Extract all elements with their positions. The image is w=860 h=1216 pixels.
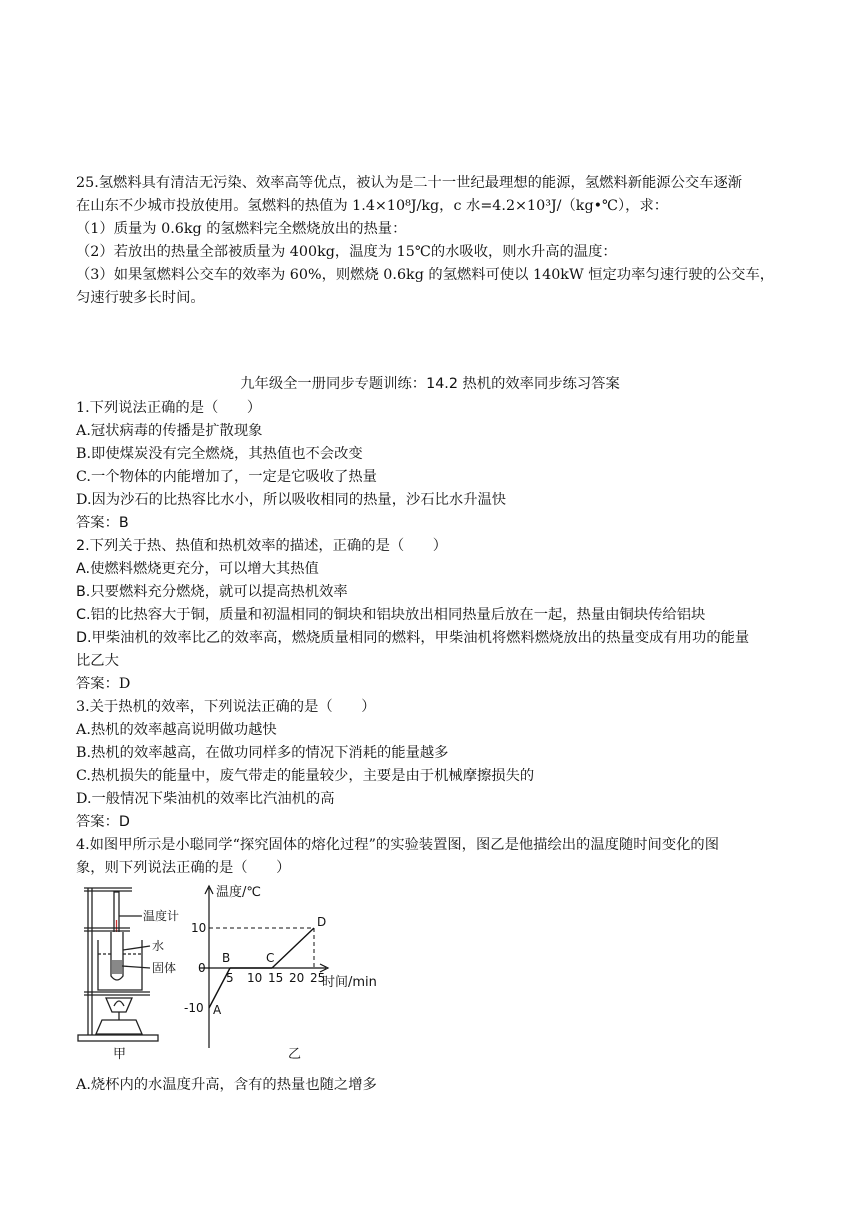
q25-sub-1: （1）质量为 0.6kg 的氢燃料完全燃烧放出的热量： <box>76 221 407 237</box>
q3-option-c: C.热机损失的能量中，废气带走的能量较少，主要是由于机械摩擦损失的 <box>76 768 535 784</box>
point-label-c: C <box>266 951 275 965</box>
q2-option-d-line-2: 比乙大 <box>76 653 119 669</box>
alcohol-lamp <box>96 1020 142 1034</box>
q3-option-d: D.一般情况下柴油机的效率比汽油机的高 <box>76 791 335 807</box>
temperature-time-graph <box>180 880 400 1065</box>
solid-label: 固体 <box>152 961 177 975</box>
y-axis-label: 温度/℃ <box>216 885 261 900</box>
q3-option-a: A.热机的效率越高说明做功越快 <box>76 722 277 738</box>
x-tick-label: 5 <box>226 971 234 985</box>
x-axis-label: 时间/min <box>322 975 377 990</box>
water-label: 水 <box>152 939 165 953</box>
q4-option-a: A.烧杯内的水温度升高，含有的热量也随之增多 <box>76 1077 377 1093</box>
q2-answer: 答案：D <box>76 676 131 692</box>
q1-option-b: B.即使煤炭没有完全燃烧，其热值也不会改变 <box>76 446 363 462</box>
point-label-b: B <box>222 951 231 965</box>
q4-stem-line-2: 象，则下列说法正确的是（ ） <box>76 860 291 876</box>
x-tick-label: 10 <box>247 971 263 985</box>
figure-yi-caption: 乙 <box>288 1047 302 1062</box>
x-tick-label: 20 <box>289 971 305 985</box>
data-segment-AB <box>209 968 230 1008</box>
burner-flame <box>106 998 132 1012</box>
answers-title: 九年级全一册同步专题训练：14.2 热机的效率同步练习答案 <box>240 376 620 392</box>
y-tick-label: 10 <box>191 921 207 935</box>
q25-line-1: 25.氢燃料具有清洁无污染、效率高等优点，被认为是二十一世纪最理想的能源，氢燃料新能源公交车逐渐 <box>76 175 743 191</box>
x-tick-label: 15 <box>268 971 284 985</box>
x-tick-label: 25 <box>310 971 326 985</box>
q1-option-a: A.冠状病毒的传播是扩散现象 <box>76 423 263 439</box>
y-tick-label: 0 <box>198 961 206 975</box>
thermometer-label: 温度计 <box>143 909 180 923</box>
point-label-a: A <box>213 1003 222 1017</box>
figure-jia-caption: 甲 <box>113 1047 127 1062</box>
q2-option-c: C.铝的比热容大于铜，质量和初温相同的铜块和铝块放出相同热量后放在一起，热量由铜块传给铝块 <box>76 607 706 623</box>
q3-answer: 答案：D <box>76 814 130 830</box>
stand-base <box>78 1035 158 1041</box>
q2-option-d-line-1: D.甲柴油机的效率比乙的效率高，燃烧质量相同的燃料，甲柴油机将燃料燃烧放出的热量变成有用功的能量 <box>76 630 750 646</box>
q3-stem: 3.关于热机的效率，下列说法正确的是（ ） <box>76 699 376 715</box>
q2-option-b: B.只要燃料充分燃烧，就可以提高热机效率 <box>76 584 348 600</box>
q25-sub-2: （2）若放出的热量全部被质量为 400kg，温度为 15℃的水吸收，则水升高的温度： <box>76 244 617 260</box>
q25-line-2: 在山东不少城市投放使用。氢燃料的热值为 1.4×10⁸J/kg，c 水=4.2×10³J/（kg•℃），求： <box>76 198 669 214</box>
q1-option-c: C.一个物体的内能增加了，一定是它吸收了热量 <box>76 469 377 485</box>
q1-answer: 答案：B <box>76 515 129 531</box>
q1-stem: 1.下列说法正确的是（ ） <box>76 400 262 416</box>
q25-sub-3-line-1: （3）如果氢燃料公交车的效率为 60%，则燃烧 0.6kg 的氢燃料可使以 140kW 恒定功率匀速行驶的公交车， <box>76 267 775 283</box>
y-tick-label: -10 <box>184 1001 204 1015</box>
point-label-d: D <box>317 915 327 929</box>
q1-option-d: D.因为沙石的比热容比水小，所以吸收相同的热量，沙石比水升温快 <box>76 492 507 508</box>
q25-sub-3-line-2: 匀速行驶多长时间。 <box>76 290 205 306</box>
q3-option-b: B.热机的效率越高，在做功同样多的情况下消耗的能量越多 <box>76 745 449 761</box>
q4-stem-line-1: 4.如图甲所示是小聪同学“探究固体的熔化过程”的实验装置图，图乙是他描绘出的温度随时间变化的图 <box>76 837 720 853</box>
data-segment-CD <box>272 928 314 968</box>
q2-stem: 2.下列关于热、热值和热机效率的描述，正确的是（ ） <box>76 538 448 554</box>
q2-option-a: A.使燃料燃烧更充分，可以增大其热值 <box>76 561 319 577</box>
